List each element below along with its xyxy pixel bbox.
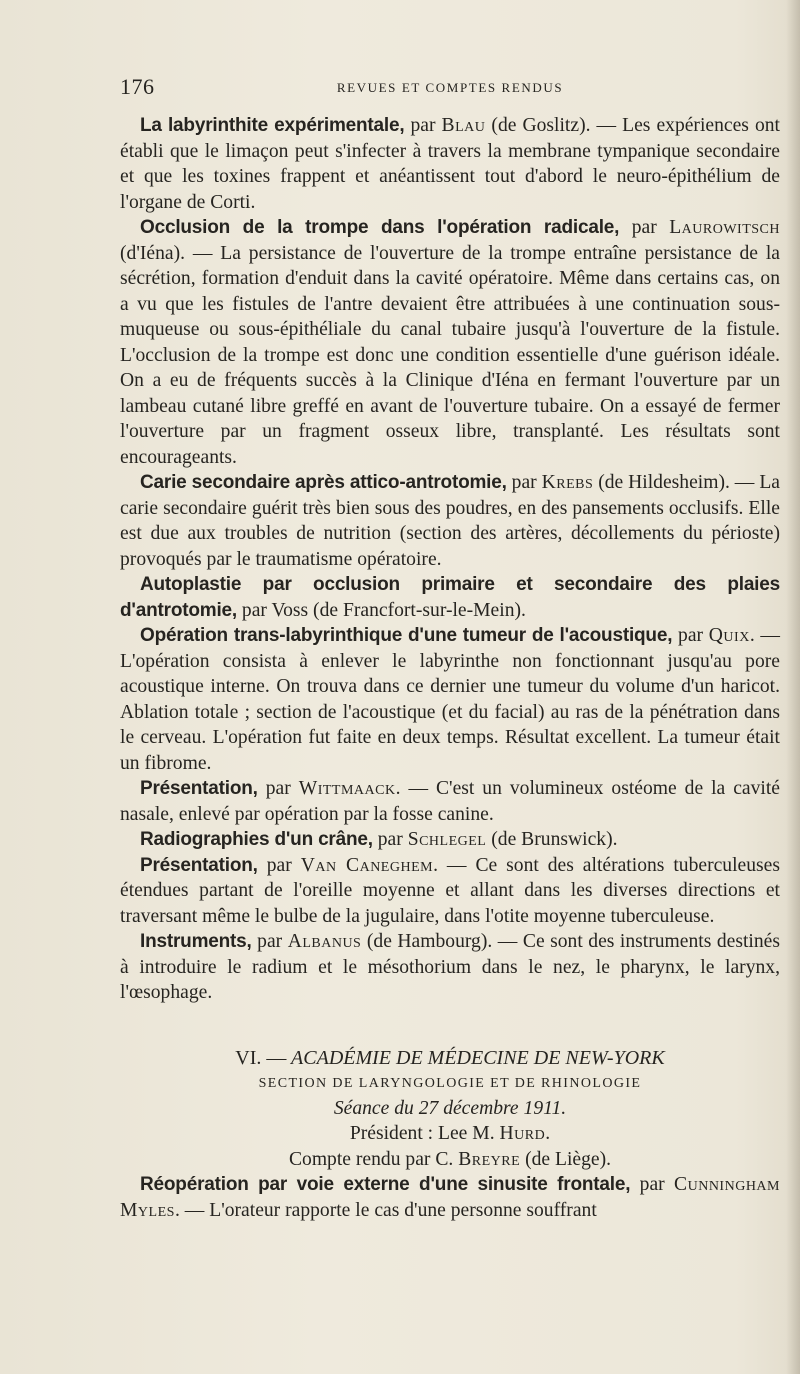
entry-author: Krebs — [541, 472, 594, 493]
seance-date: Séance du 27 décembre 1911. — [333, 1097, 567, 1119]
entry-paragraph — [120, 1172, 780, 1223]
entry-paragraph — [120, 215, 780, 470]
entry-text: (de Goslitz). — Les expériences ont établi que le limaçon peut s'infecter à travers la membrane tympanique secondaire et que les toxines frappent et anéantissent tout d'abord le neuro-épithélium de l'organe de Corti. — [120, 115, 780, 213]
entry-title: Présentation, — [140, 778, 258, 799]
entry-text: (de Hildesheim). — La carie secondaire guérit très bien sous des poudres, en des pansements occlusifs. Elle est due aux troubles de nutrition (section des artères, décollements du périoste) provoqués par le traumatisme opératoire. — [120, 472, 780, 570]
section-heading — [120, 1044, 780, 1173]
entry-paragraph — [120, 572, 780, 623]
entry-text: (de Brunswick). — [491, 829, 618, 850]
entry-by: par — [377, 829, 403, 850]
report-name: Breyre — [458, 1148, 521, 1170]
entry-by: par — [241, 599, 267, 621]
entry-by: par — [266, 854, 292, 876]
entry-paragraph — [120, 623, 780, 776]
entry-paragraph — [120, 470, 780, 572]
entry-text: . — C'est un volumineux ostéome de la cavité nasale, enlevé par opération par la fosse canine. — [120, 778, 780, 825]
entry-text: (de Hambourg). — Ce sont des instruments destinés à introduire le radium et le mésothorium dans le nez, le pharynx, le larynx, l'œsophage. — [120, 931, 780, 1003]
entry-paragraph — [120, 113, 780, 215]
entry-title: Instruments, — [140, 931, 252, 952]
entry-by: par — [639, 1174, 665, 1195]
entry-author: Van Caneghem — [300, 854, 434, 876]
entry-paragraph — [120, 853, 780, 930]
entry-title: Réopération par voie externe d'une sinusite frontale, — [140, 1174, 631, 1195]
entry-by: par — [410, 115, 436, 136]
page-body — [120, 113, 780, 1223]
entry-title: La labyrinthite expérimentale, — [140, 115, 405, 136]
entry-author: Cunningham Myles — [120, 1174, 780, 1221]
president-name: Hurd — [499, 1123, 546, 1144]
entry-paragraph — [120, 929, 780, 1006]
entry-author: Quix — [708, 625, 750, 646]
entry-title: Présentation, — [140, 854, 258, 876]
entry-author: Schlegel — [407, 829, 487, 850]
entry-paragraph — [120, 776, 780, 827]
entry-title: Radiographies d'un crâne, — [140, 829, 373, 850]
president-line — [120, 1121, 780, 1147]
entry-text: . — L'opération consista à enlever le labyrinthe non fonctionnant jusqu'au pore acoustique interne. On trouva dans ce dernier une tumeur du volume d'un haricot. Ablation totale ; section de l'acoustique (et du facial) au ras de la pénétration dans le cerveau. L'opération fut faite en deux temps. Résultat excellent. La tumeur était un fibrome. — [120, 625, 781, 774]
entry-author: Laurowitsch — [669, 217, 780, 238]
section-number: VI. — — [235, 1046, 287, 1069]
entry-text: . — L'orateur rapporte le cas d'une personne souffrant — [174, 1199, 597, 1221]
running-head: REVUES ET COMPTES RENDUS — [336, 80, 564, 95]
entry-author: Wittmaack — [298, 778, 396, 799]
entry-text: (de Francfort-sur-le-Mein). — [313, 599, 526, 621]
report-line — [120, 1147, 780, 1173]
section-subtitle: SECTION DE LARYNGOLOGIE ET DE RHINOLOGIE — [258, 1075, 642, 1091]
president-end: . — [545, 1123, 551, 1144]
entry-by: par — [257, 931, 283, 952]
page-edge-shadow — [786, 0, 800, 1374]
president-label: Président : Lee M. — [349, 1123, 495, 1144]
report-end: (de Liège). — [525, 1148, 612, 1170]
entry-author: Voss — [271, 599, 309, 621]
entry-by: par — [265, 778, 291, 799]
entry-by: par — [511, 472, 537, 493]
entry-text: (d'Iéna). — La persistance de l'ouverture de la trompe entraîne persistance de la sécrétion, formation d'enduit dans la cavité opératoire. Même dans certains cas, on a vu que les fistules de l'antre devaient être attribuées à une continuation sous-muqueuse ou sous-épithéliale du canal tubaire jusqu'à l'ouverture de la fistule. L'occlusion de la trompe est donc une condition essentielle d'une guérison idéale. On a eu de fréquents succès à la Clinique d'Iéna en fermant l'ouverture par un lambeau cutané libre greffé en avant de l'ouverture tubaire. On a essayé de fermer l'ouverture par un fragment osseux libre, transplanté. Les résultats sont encourageants. — [120, 242, 780, 468]
entry-by: par — [631, 217, 657, 238]
entry-author: Blau — [441, 115, 486, 136]
section-title: ACADÉMIE DE MÉDECINE DE NEW-YORK — [291, 1046, 665, 1069]
entry-by: par — [678, 625, 704, 646]
section-title-line — [120, 1044, 780, 1072]
entry-paragraph — [120, 827, 780, 853]
entry-title: Carie secondaire après attico-antrotomie, — [140, 472, 507, 493]
entry-title: Occlusion de la trompe dans l'opération radicale, — [140, 217, 620, 238]
entry-text: . — Ce sont des altérations tuberculeuses étendues partant de l'oreille moyenne et allant dans les diverses directions et traversant même le bulbe de la jugulaire, dans l'otite moyenne tuberculeuse. — [120, 854, 780, 927]
page-number: 176 — [120, 74, 155, 99]
report-label: Compte rendu par C. — [288, 1148, 454, 1170]
page-header — [120, 74, 780, 104]
entry-author: Albanus — [287, 931, 362, 952]
entry-title: Opération trans-labyrinthique d'une tumeur de l'acoustique, — [140, 625, 673, 646]
entry-title: Autoplastie par occlusion primaire et secondaire des plaies d'antrotomie, — [120, 574, 780, 621]
